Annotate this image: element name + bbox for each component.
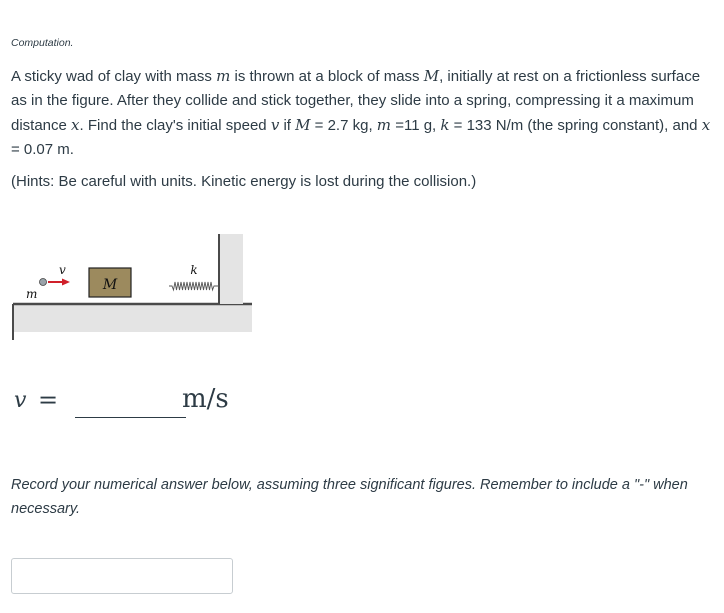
math-x: x xyxy=(71,116,80,134)
answer-unit: m/s xyxy=(182,384,229,414)
math-v: v xyxy=(270,116,280,134)
math-M: M xyxy=(423,67,440,85)
problem-text: if xyxy=(279,117,296,134)
section-label: Computation. xyxy=(11,37,74,49)
wall xyxy=(219,234,243,304)
spring-constant-label: k xyxy=(190,263,198,277)
problem-text: A sticky wad of clay with mass xyxy=(11,68,217,85)
velocity-label: v xyxy=(59,263,66,277)
answer-variable: v xyxy=(14,388,27,413)
problem-statement xyxy=(11,64,716,162)
equals-sign: = xyxy=(38,386,59,414)
clay-ball xyxy=(40,279,47,286)
math-k: k xyxy=(440,116,450,134)
math-x: x xyxy=(701,116,711,134)
surface xyxy=(13,304,252,332)
math-m: m xyxy=(376,116,392,134)
problem-text: = 2.7 kg, xyxy=(310,117,377,134)
problem-text: is thrown at a block of mass xyxy=(230,68,424,85)
answer-input[interactable] xyxy=(11,558,233,594)
answer-instruction: Record your numerical answer below, assuming three significant figures. Remember to include a "-" when necessary. xyxy=(11,477,688,517)
clay-mass-label: m xyxy=(26,287,38,301)
arrow-head xyxy=(62,279,70,286)
problem-text: , initially at rest on a frictionless surface as in the figure. After they collide and stick together, they slide into a spring, compressing it a maximum distance xyxy=(11,68,701,134)
math-M: M xyxy=(295,116,311,134)
answer-blank xyxy=(75,417,186,418)
hints-text: (Hints: Be careful with units. Kinetic energy is lost during the collision.) xyxy=(11,173,477,190)
block-mass-label: M xyxy=(102,277,118,293)
math-m: m xyxy=(216,67,231,85)
spring xyxy=(169,282,219,290)
problem-text: . Find the clay's initial speed xyxy=(79,117,271,134)
answer-equation xyxy=(14,384,254,424)
problem-text: = 0.07 m. xyxy=(11,141,74,158)
problem-text: = 133 N/m (the spring constant), and xyxy=(449,117,702,134)
problem-text: =11 g, xyxy=(391,117,441,134)
physics-figure xyxy=(10,228,255,343)
